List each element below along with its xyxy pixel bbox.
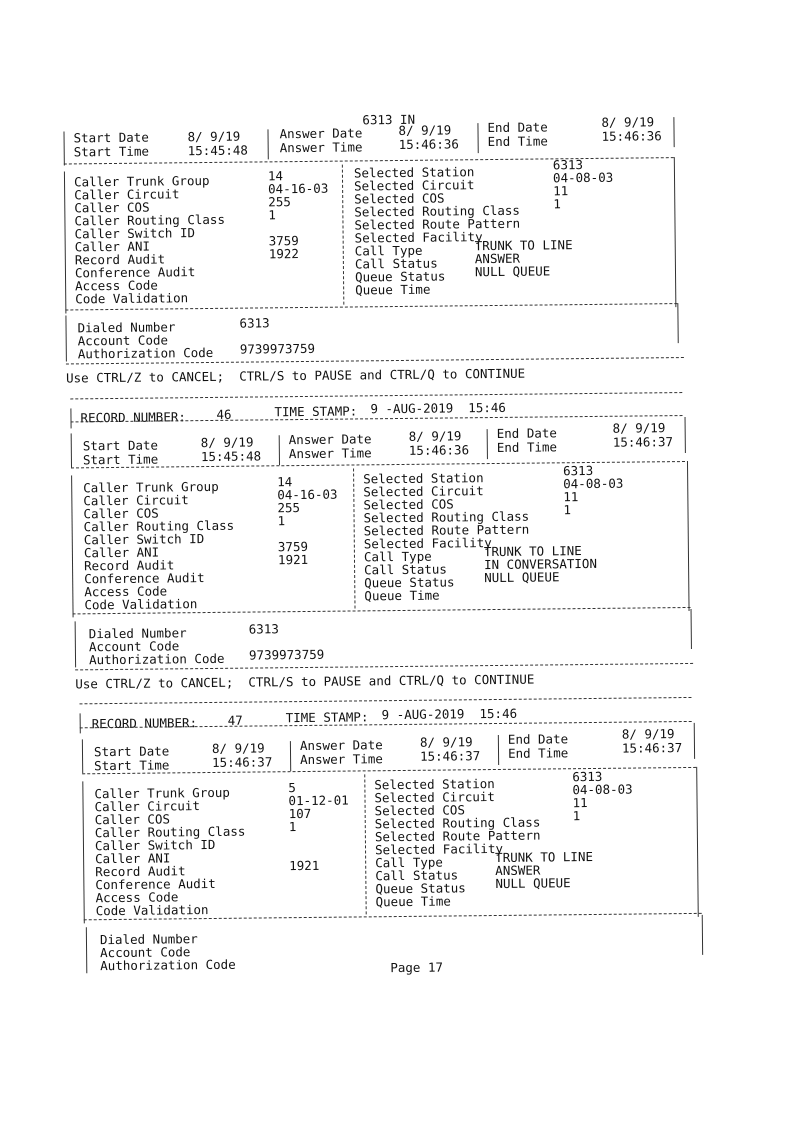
caller-switch-id-label: Caller Switch ID xyxy=(94,836,216,854)
record-number-value: 47 xyxy=(227,712,243,728)
selected-station-value: 6313 xyxy=(562,462,594,479)
caller-circuit-label: Caller Circuit xyxy=(94,798,200,815)
selected-routing-class-label: Selected Routing Class xyxy=(374,814,541,832)
selected-routing-class-label: Selected Routing Class xyxy=(363,508,530,526)
caller-circuit-label: Caller Circuit xyxy=(83,492,189,509)
authorization-code-value: 9739973759 xyxy=(239,340,316,357)
answer-date-value: 8/ 9/19 xyxy=(398,122,452,138)
time-stamp-value: 9 -AUG-2019 15:46 xyxy=(370,399,506,417)
selected-cos-label: Selected COS xyxy=(374,802,466,819)
queue-status-label: Queue Status xyxy=(364,574,455,591)
queue-status-value: NULL QUEUE xyxy=(474,263,551,280)
account-code-label: Account Code xyxy=(88,638,180,655)
selected-cos-label: Selected COS xyxy=(354,190,445,207)
conference-audit-label: Conference Audit xyxy=(95,875,216,893)
caller-cos-label: Caller COS xyxy=(94,811,171,828)
selected-station-label: Selected Station xyxy=(353,164,475,181)
selected-circuit-label: Selected Circuit xyxy=(374,789,495,806)
answer-time-value: 15:46:37 xyxy=(419,748,481,764)
queue-time-label: Queue Time xyxy=(355,281,431,298)
selected-cos-value: 11 xyxy=(572,795,588,811)
caller-switch-id-label: Caller Switch ID xyxy=(83,531,205,548)
account-code-label: Account Code xyxy=(100,944,191,961)
caller-trunk-group-value: 5 xyxy=(288,780,296,796)
queue-status-label: Queue Status xyxy=(354,268,446,285)
selected-facility-label: Selected Facility xyxy=(363,535,492,552)
call-status-label: Call Status xyxy=(354,255,438,272)
caller-trunk-group-label: Caller Trunk Group xyxy=(73,172,210,190)
record-audit-label: Record Audit xyxy=(74,251,166,268)
access-code-label: Access Code xyxy=(84,583,168,600)
answer-date-label: Answer Date xyxy=(299,737,383,754)
start-time-label: Start Time xyxy=(82,451,159,468)
page-number: Page 17 xyxy=(390,959,444,976)
time-stamp-label: TIME STAMP: xyxy=(274,403,358,420)
call-type-value: TRUNK TO LINE xyxy=(483,543,582,560)
answer-date-label: Answer Date xyxy=(288,431,372,448)
code-validation-label: Code Validation xyxy=(95,902,209,919)
call-status-label: Call Status xyxy=(375,867,459,884)
start-date-label: Start Date xyxy=(73,129,149,146)
caller-circuit-value: 04-16-03 xyxy=(268,180,329,197)
call-status-value: ANSWER xyxy=(474,250,521,267)
record-audit-value: 1921 xyxy=(277,551,309,568)
continue-prompt: Use CTRL/Z to CANCEL; CTRL/S to PAUSE and CTRL/Q to CONTINUE xyxy=(75,671,535,692)
selected-circuit-value: 04-08-03 xyxy=(572,781,633,798)
caller-trunk-group-label: Caller Trunk Group xyxy=(83,478,219,496)
selected-facility-label: Selected Facility xyxy=(354,229,483,246)
start-date-label: Start Date xyxy=(93,743,170,760)
end-time-label: End Time xyxy=(496,439,558,455)
selected-route-pattern-label: Selected Route Pattern xyxy=(374,827,541,845)
start-date-label: Start Date xyxy=(82,437,159,454)
answer-time-value: 15:46:36 xyxy=(408,442,470,458)
caller-routing-class-value: 1 xyxy=(288,819,297,835)
selected-routing-class-value: 1 xyxy=(572,808,581,824)
selected-routing-class-value: 1 xyxy=(563,502,572,518)
selected-routing-class-value: 1 xyxy=(553,196,561,212)
queue-time-label: Queue Time xyxy=(375,893,451,910)
queue-status-label: Queue Status xyxy=(375,880,466,897)
authorization-code-label: Authorization Code xyxy=(88,650,225,668)
end-date-value: 8/ 9/19 xyxy=(601,114,655,130)
caller-trunk-group-label: Caller Trunk Group xyxy=(94,784,230,802)
end-time-value: 15:46:37 xyxy=(621,740,683,756)
time-stamp-value: 9 -AUG-2019 15:46 xyxy=(381,705,518,723)
record-number-label: RECORD NUMBER: xyxy=(80,409,186,426)
selected-route-pattern-label: Selected Route Pattern xyxy=(354,215,521,233)
end-date-label: End Date xyxy=(496,425,557,441)
selected-route-pattern-label: Selected Route Pattern xyxy=(363,521,530,539)
caller-ani-label: Caller ANI xyxy=(95,850,171,867)
caller-ani-label: Caller ANI xyxy=(74,238,151,255)
selected-station-label: Selected Station xyxy=(374,776,495,793)
dialed-number-label: Dialed Number xyxy=(99,931,198,948)
start-time-label: Start Time xyxy=(94,757,170,774)
record-audit-value: 1922 xyxy=(268,246,299,262)
call-status-value: ANSWER xyxy=(495,862,541,879)
conference-audit-label: Conference Audit xyxy=(74,264,196,281)
access-code-label: Access Code xyxy=(75,277,158,294)
caller-cos-label: Caller COS xyxy=(74,199,150,216)
selected-cos-value: 11 xyxy=(563,489,579,505)
call-type-label: Call Type xyxy=(375,854,443,871)
start-time-value: 15:45:48 xyxy=(200,448,262,465)
record-audit-label: Record Audit xyxy=(83,557,175,574)
caller-trunk-group-value: 14 xyxy=(277,474,293,490)
end-time-label: End Time xyxy=(487,133,548,150)
selected-routing-class-label: Selected Routing Class xyxy=(354,202,521,220)
selected-station-value: 6313 xyxy=(572,768,603,785)
caller-circuit-value: 04-16-03 xyxy=(277,486,338,503)
authorization-code-label: Authorization Code xyxy=(77,344,214,362)
code-validation-label: Code Validation xyxy=(84,596,198,613)
caller-ani-value: 3759 xyxy=(268,233,299,249)
access-code-label: Access Code xyxy=(95,889,179,906)
start-time-value: 15:45:48 xyxy=(187,142,248,159)
start-date-value: 8/ 9/19 xyxy=(200,434,254,451)
caller-switch-id-label: Caller Switch ID xyxy=(74,225,196,242)
start-time-label: Start Time xyxy=(73,143,150,160)
call-status-value: IN CONVERSATION xyxy=(483,555,598,573)
queue-time-label: Queue Time xyxy=(364,587,440,604)
record-number-label: RECORD NUMBER: xyxy=(91,715,198,732)
answer-date-value: 8/ 9/19 xyxy=(419,734,473,750)
caller-circuit-label: Caller Circuit xyxy=(74,186,180,203)
answer-time-value: 15:46:36 xyxy=(398,136,459,152)
selected-station-value: 6313 xyxy=(552,157,584,173)
call-type-label: Call Type xyxy=(363,548,432,565)
account-code-label: Account Code xyxy=(77,332,169,349)
queue-status-value: NULL QUEUE xyxy=(484,569,560,586)
caller-routing-class-value: 1 xyxy=(277,513,286,529)
selected-circuit-value: 04-08-03 xyxy=(563,475,624,492)
caller-cos-value: 255 xyxy=(268,194,291,210)
selected-cos-value: 11 xyxy=(553,183,569,199)
end-time-value: 15:46:36 xyxy=(601,128,662,144)
caller-trunk-group-value: 14 xyxy=(267,168,284,184)
caller-routing-class-label: Caller Routing Class xyxy=(74,211,226,229)
end-time-label: End Time xyxy=(507,745,569,761)
dialed-number-label: Dialed Number xyxy=(77,319,176,336)
dialed-number-value: 6313 xyxy=(239,315,270,331)
authorization-code-label: Authorization Code xyxy=(100,956,236,974)
caller-routing-class-value: 1 xyxy=(268,207,276,223)
selected-facility-label: Selected Facility xyxy=(374,840,504,858)
caller-routing-class-label: Caller Routing Class xyxy=(94,823,246,841)
page-heading: 6313 IN xyxy=(362,111,416,128)
end-date-value: 8/ 9/19 xyxy=(621,726,675,742)
call-type-label: Call Type xyxy=(354,242,423,259)
call-type-value: TRUNK TO LINE xyxy=(474,237,573,254)
caller-routing-class-label: Caller Routing Class xyxy=(83,517,235,535)
selected-circuit-label: Selected Circuit xyxy=(354,177,475,194)
caller-cos-value: 255 xyxy=(277,500,301,516)
dialed-number-label: Dialed Number xyxy=(88,625,187,642)
end-date-label: End Date xyxy=(487,119,548,136)
end-date-value: 8/ 9/19 xyxy=(612,420,666,436)
end-date-label: End Date xyxy=(507,731,569,747)
record-audit-value: 1921 xyxy=(289,857,320,874)
record-number-value: 46 xyxy=(216,406,232,422)
caller-cos-label: Caller COS xyxy=(83,505,159,522)
selected-cos-label: Selected COS xyxy=(363,496,454,513)
answer-time-label: Answer Time xyxy=(279,139,363,156)
call-type-value: TRUNK TO LINE xyxy=(495,848,594,866)
call-status-label: Call Status xyxy=(364,561,447,578)
dialed-number-value: 6313 xyxy=(248,621,279,637)
end-time-value: 15:46:37 xyxy=(612,434,674,450)
caller-ani-label: Caller ANI xyxy=(83,544,160,561)
caller-ani-value: 3759 xyxy=(277,538,309,555)
selected-circuit-label: Selected Circuit xyxy=(363,483,484,500)
conference-audit-label: Conference Audit xyxy=(84,570,205,587)
caller-circuit-value: 01-12-01 xyxy=(288,792,349,809)
time-stamp-label: TIME STAMP: xyxy=(285,709,369,726)
caller-cos-value: 107 xyxy=(288,805,312,822)
start-date-value: 8/ 9/19 xyxy=(187,128,241,145)
start-time-value: 15:46:37 xyxy=(212,754,273,770)
selected-station-label: Selected Station xyxy=(363,470,484,487)
start-date-value: 8/ 9/19 xyxy=(211,740,265,756)
answer-time-label: Answer Time xyxy=(300,751,383,768)
continue-prompt: Use CTRL/Z to CANCEL; CTRL/S to PAUSE and CTRL/Q to CONTINUE xyxy=(65,365,526,386)
authorization-code-value: 9739973759 xyxy=(248,646,325,663)
answer-time-label: Answer Time xyxy=(288,445,372,462)
selected-circuit-value: 04-08-03 xyxy=(552,169,614,186)
record-audit-label: Record Audit xyxy=(95,863,186,880)
code-validation-label: Code Validation xyxy=(75,290,189,307)
answer-date-value: 8/ 9/19 xyxy=(408,428,462,444)
answer-date-label: Answer Date xyxy=(279,125,363,142)
queue-status-value: NULL QUEUE xyxy=(495,875,571,892)
